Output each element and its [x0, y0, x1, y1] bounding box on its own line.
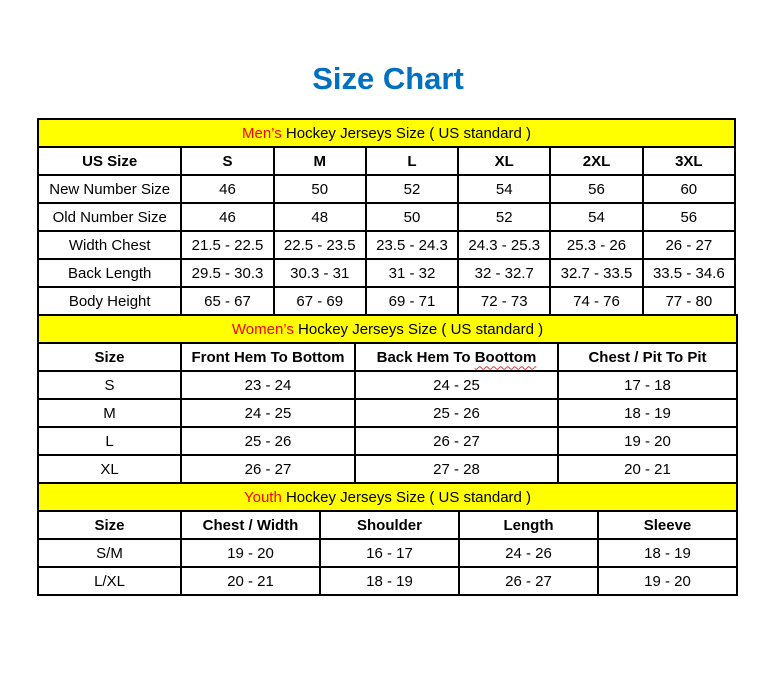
table-cell: 19 - 20 — [598, 567, 737, 595]
mens-section-title-rest: Hockey Jerseys Size ( US standard ) — [281, 124, 531, 142]
womens-header-size: Size — [38, 343, 181, 371]
table-cell: 32.7 - 33.5 — [550, 259, 642, 287]
mens-header-row — [38, 147, 735, 175]
table-cell: 52 — [366, 175, 458, 203]
mens-header-xl: XL — [458, 147, 550, 175]
table-cell: 20 - 21 — [558, 455, 737, 483]
table-cell: 31 - 32 — [366, 259, 458, 287]
womens-section-highlight: Women’s — [231, 320, 294, 338]
table-cell: 33.5 - 34.6 — [643, 259, 735, 287]
womens-header-front-hem: Front Hem To Bottom — [181, 343, 355, 371]
table-cell: 26 - 27 — [355, 427, 558, 455]
mens-header-2xl: 2XL — [550, 147, 642, 175]
table-cell: 24 - 26 — [459, 539, 598, 567]
youth-header-shoulder: Shoulder — [320, 511, 459, 539]
youth-header-sleeve: Sleeve — [598, 511, 737, 539]
youth-section-title-rest: Hockey Jerseys Size ( US standard ) — [281, 488, 532, 506]
table-cell: 52 — [458, 203, 550, 231]
page-title: Size Chart — [312, 61, 464, 96]
table-cell: 23 - 24 — [181, 371, 355, 399]
table-cell: 46 — [181, 175, 273, 203]
table-cell: 25.3 - 26 — [550, 231, 642, 259]
mens-section-header — [38, 119, 735, 147]
youth-header-size: Size — [38, 511, 181, 539]
youth-header-chest-width: Chest / Width — [181, 511, 320, 539]
table-cell: 24 - 25 — [355, 371, 558, 399]
table-cell: 56 — [550, 175, 642, 203]
youth-size-table — [37, 482, 738, 596]
youth-section-band-row — [38, 483, 737, 511]
row-label: L/XL — [38, 567, 181, 595]
table-cell: 22.5 - 23.5 — [274, 231, 366, 259]
row-label: L — [38, 427, 181, 455]
womens-header-back-hem — [355, 343, 558, 371]
table-cell: 48 — [274, 203, 366, 231]
mens-header-us-size: US Size — [38, 147, 181, 175]
womens-section-header — [38, 315, 737, 343]
back-hem-label-prefix: Back Hem To — [376, 348, 475, 366]
table-cell: 16 - 17 — [320, 539, 459, 567]
table-cell: 50 — [366, 203, 458, 231]
mens-header-l: L — [366, 147, 458, 175]
mens-row-back-length — [38, 259, 735, 287]
row-label: New Number Size — [38, 175, 181, 203]
youth-header-row — [38, 511, 737, 539]
table-cell: 60 — [643, 175, 735, 203]
womens-row-l — [38, 427, 737, 455]
table-cell: 67 - 69 — [274, 287, 366, 315]
table-cell: 65 - 67 — [181, 287, 273, 315]
row-label: S/M — [38, 539, 181, 567]
back-hem-misspelled-word: Boottom — [474, 348, 537, 366]
womens-header-row — [38, 343, 737, 371]
youth-row-lxl — [38, 567, 737, 595]
womens-section-band-row — [38, 315, 737, 343]
youth-section-header — [38, 483, 737, 511]
table-cell: 50 — [274, 175, 366, 203]
row-label: Width Chest — [38, 231, 181, 259]
youth-header-length: Length — [459, 511, 598, 539]
womens-row-s — [38, 371, 737, 399]
table-cell: 26 - 27 — [643, 231, 735, 259]
table-cell: 27 - 28 — [355, 455, 558, 483]
mens-section-band-row — [38, 119, 735, 147]
table-cell: 46 — [181, 203, 273, 231]
womens-section-title-rest: Hockey Jerseys Size ( US standard ) — [293, 320, 544, 338]
table-cell: 17 - 18 — [558, 371, 737, 399]
table-cell: 77 - 80 — [643, 287, 735, 315]
womens-row-xl — [38, 455, 737, 483]
size-chart-page — [0, 58, 776, 692]
table-cell: 25 - 26 — [355, 399, 558, 427]
mens-header-3xl: 3XL — [643, 147, 735, 175]
table-cell: 72 - 73 — [458, 287, 550, 315]
table-cell: 18 - 19 — [598, 539, 737, 567]
table-cell: 20 - 21 — [181, 567, 320, 595]
row-label: S — [38, 371, 181, 399]
table-cell: 21.5 - 22.5 — [181, 231, 273, 259]
table-cell: 54 — [458, 175, 550, 203]
size-chart — [37, 118, 736, 596]
mens-row-width-chest — [38, 231, 735, 259]
table-cell: 24 - 25 — [181, 399, 355, 427]
mens-size-table — [37, 118, 736, 316]
table-cell: 25 - 26 — [181, 427, 355, 455]
table-cell: 26 - 27 — [459, 567, 598, 595]
mens-section-highlight: Men’s — [241, 124, 282, 142]
mens-row-new-number-size — [38, 175, 735, 203]
row-label: M — [38, 399, 181, 427]
table-cell: 29.5 - 30.3 — [181, 259, 273, 287]
table-cell: 30.3 - 31 — [274, 259, 366, 287]
womens-size-table — [37, 314, 738, 484]
mens-header-m: M — [274, 147, 366, 175]
womens-row-m — [38, 399, 737, 427]
table-cell: 54 — [550, 203, 642, 231]
table-cell: 18 - 19 — [558, 399, 737, 427]
table-cell: 24.3 - 25.3 — [458, 231, 550, 259]
youth-section-highlight: Youth — [243, 488, 282, 506]
table-cell: 19 - 20 — [558, 427, 737, 455]
row-label: Body Height — [38, 287, 181, 315]
youth-row-sm — [38, 539, 737, 567]
table-cell: 23.5 - 24.3 — [366, 231, 458, 259]
table-cell: 69 - 71 — [366, 287, 458, 315]
table-cell: 32 - 32.7 — [458, 259, 550, 287]
row-label: Back Length — [38, 259, 181, 287]
table-cell: 56 — [643, 203, 735, 231]
table-cell: 74 - 76 — [550, 287, 642, 315]
row-label: Old Number Size — [38, 203, 181, 231]
mens-row-body-height — [38, 287, 735, 315]
table-cell: 19 - 20 — [181, 539, 320, 567]
row-label: XL — [38, 455, 181, 483]
mens-header-s: S — [181, 147, 273, 175]
womens-header-chest-pit: Chest / Pit To Pit — [558, 343, 737, 371]
table-cell: 26 - 27 — [181, 455, 355, 483]
table-cell: 18 - 19 — [320, 567, 459, 595]
mens-row-old-number-size — [38, 203, 735, 231]
